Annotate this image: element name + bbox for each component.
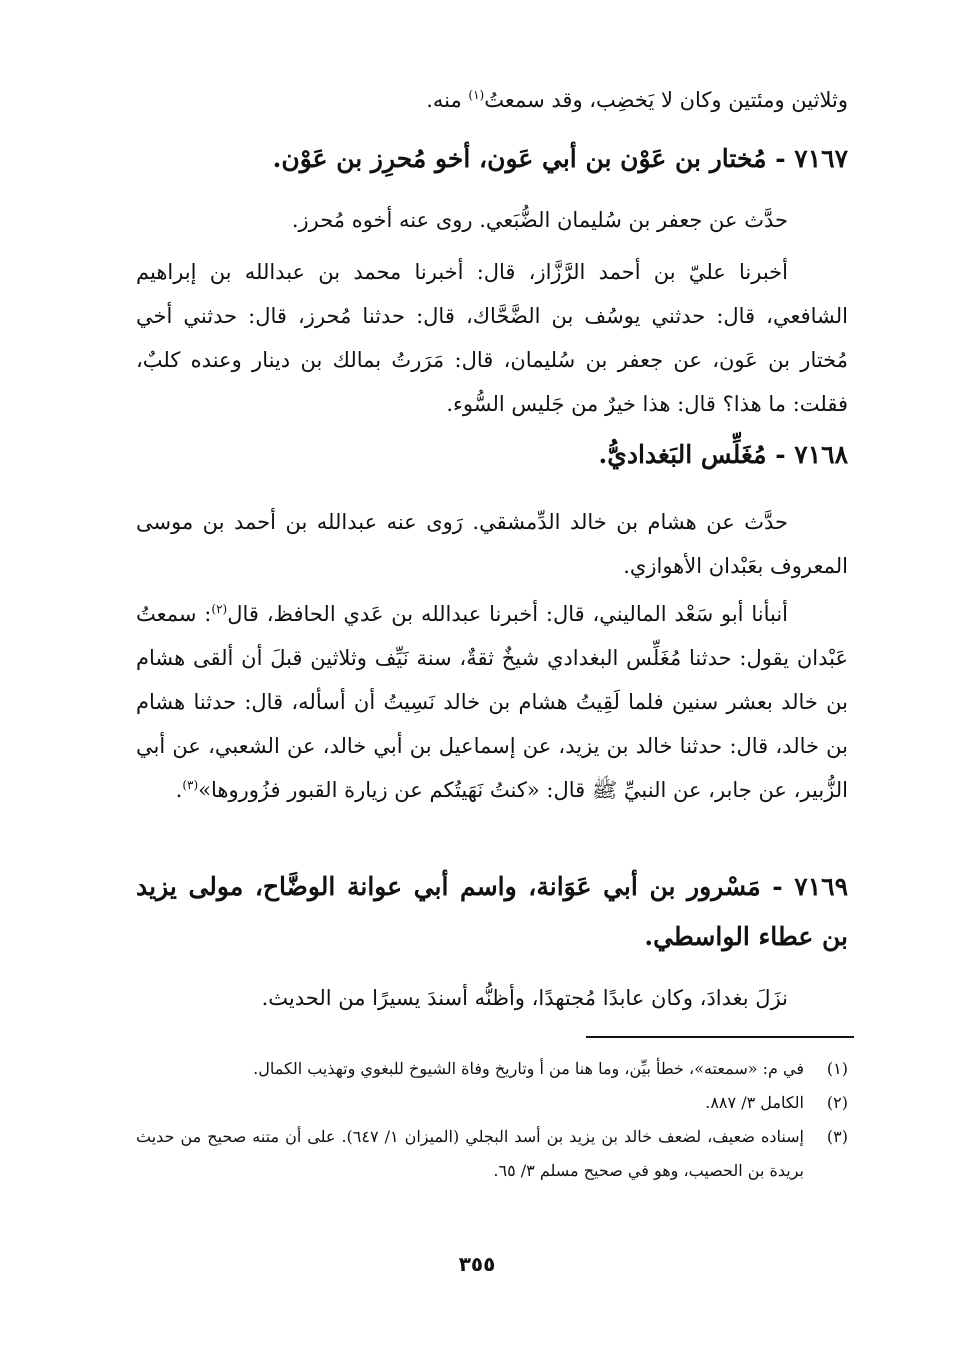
footnote-mark: (٣) (826, 1127, 848, 1146)
entry-heading-7169: ٧١٦٩ - مَسْرور بن أبي عَوَانة، واسم أبي عوانة الوضَّاح، مولى يزيد بن عطاء الواسطي. (136, 872, 848, 951)
entry-7169-text: نزَلَ بغدادَ، وكان عابدًا مُجتهدًا، وأظنُّه أسندَ يسيرًا من الحديث. (261, 986, 788, 1010)
continued-paragraph (136, 78, 848, 122)
footnote-1 (136, 1052, 848, 1086)
footnote-3 (136, 1120, 848, 1188)
hadith-text-end: . (175, 778, 183, 802)
entry-heading-7168: ٧١٦٨ - مُغَلِّس البَغداديُّ. (598, 440, 848, 469)
footnote-ref-3[interactable]: (٣) (182, 778, 199, 792)
entry-7167-hadith: أخبرنا عليّ بن أحمد الرَّزَّاز، قال: أخبرنا محمد بن عبدالله بن إبراهيم الشافعي، قال: حدثني يوسُف بن الضَّحَّاك، قال: حدثنا مُحرز، قال: حدثني أخي مُختار بن عَون، عن جعفر بن سُليمان، قال: مَرَرتُ بمالك بن دينار وعنده كلبٌ، فقلت: ما هذا؟ قال: هذا خيرٌ من جَليس السُّوء. (136, 260, 848, 416)
footnote-text: الكامل ٣/ ٨٨٧. (705, 1093, 804, 1112)
entry-heading-7167: ٧١٦٧ - مُختار بن عَوْن بن أبي عَون، أخو مُحرِز بن عَوْن. (272, 144, 848, 173)
continued-text-end: منه. (426, 88, 469, 112)
footnote-text: في م: «سمعته»، خطأ بيِّن، وما هنا من أ وتاريخ وفاة الشيوخ للبغوي وتهذيب الكمال. (253, 1059, 804, 1078)
footnote-text: إسناده ضعيف، لضعف خالد بن يزيد بن أسد البجلي (الميزان ١/ ٦٤٧). على أن متنه صحيح من حديث بريدة بن الحصيب، وهو في صحيح مسلم ٣/ ٦٥. (136, 1127, 805, 1180)
footnote-mark: (١) (826, 1059, 848, 1078)
footnote-ref-1[interactable]: (١) (468, 88, 485, 102)
hadith-text-a: أنبأنا أبو سَعْد الماليني، قال: أخبرنا عبدالله بن عَدي الحافظ، قال (227, 602, 788, 626)
footnote-mark: (٢) (826, 1093, 848, 1112)
continued-text: وثلاثين ومئتين وكان لا يَخضِب، وقد سمعتُ (484, 88, 848, 112)
page-number: ٣٥٥ (458, 1252, 496, 1276)
entry-7168-hadith (136, 592, 848, 812)
entry-7167-narrators: حدَّث عن جعفر بن سُليمان الضُّبَعي. روى عنه أخوه مُحرز. (291, 208, 788, 232)
footnotes (136, 1052, 848, 1188)
footnote-divider (586, 1036, 854, 1038)
footnote-2 (136, 1086, 848, 1120)
entry-7168-narrators: حدَّث عن هشام بن خالد الدِّمشقي. رَوى عنه عبدالله بن أحمد بن موسى المعروف بعَبْدان الأهوازي. (136, 510, 848, 578)
hadith-text-b: : سمعتُ عَبْدان يقول: حدثنا مُغَلِّس البغدادي شيخٌ ثقةٌ، سنة نَيِّف وثلاثين قبلَ أن ألقى هشام بن خالد بعشر سنين فلما لَقِيتُ هشام بن خالد نَسِيتُ أن أسأله، قال: حدثنا هشام بن خالد، قال: حدثنا خالد بن يزيد، عن إسماعيل بن أبي خالد، عن الشعبي، عن أبي الزُّبير، عن جابر، عن النبيِّ ﷺ قال: «كنتُ نَهَيتُكم عن زيارة القبور فزُوروها» (136, 602, 848, 802)
footnote-ref-2[interactable]: (٢) (211, 602, 228, 616)
